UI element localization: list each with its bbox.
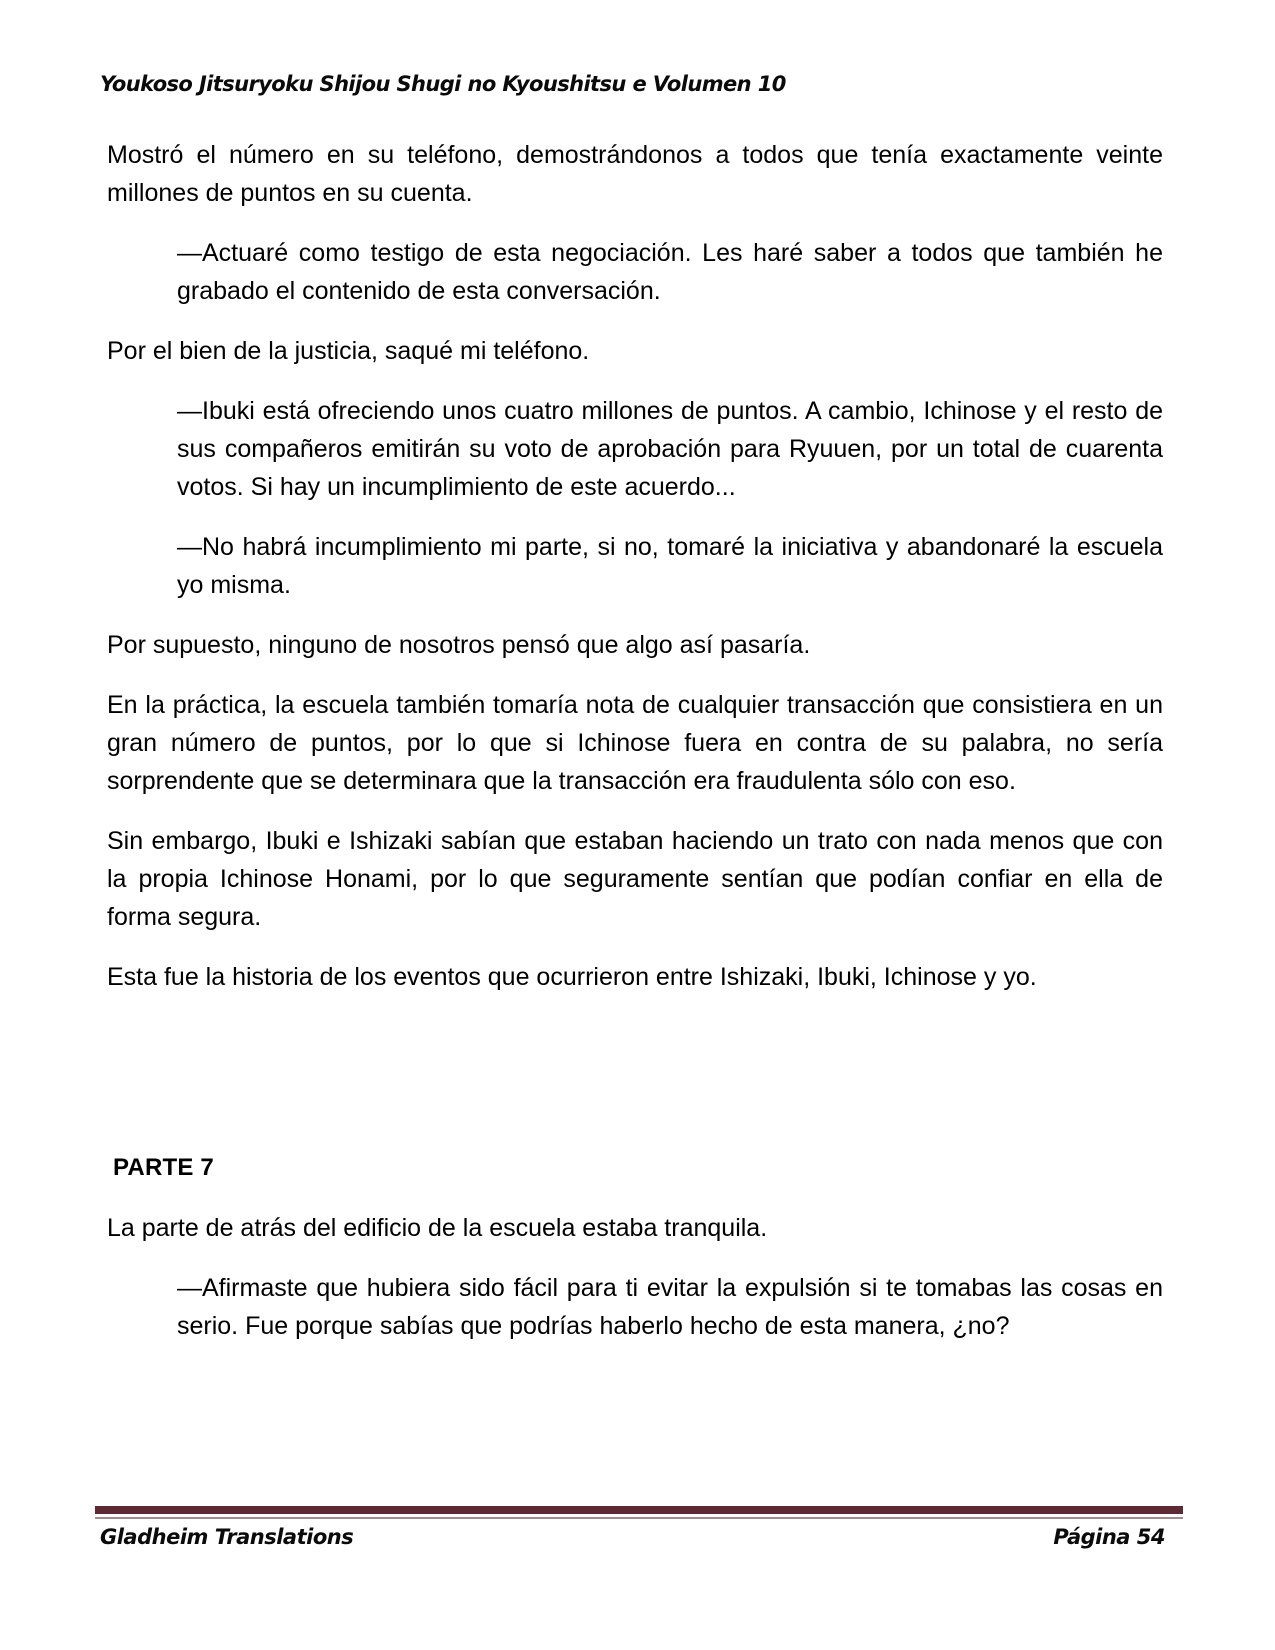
footer-translator: Gladheim Translations: [100, 1525, 354, 1549]
page-header: [100, 72, 1175, 96]
dialogue-paragraph: —Actuaré como testigo de esta negociación. Les haré saber a todos que también he grabado el contenido de esta conversación.: [177, 239, 1163, 305]
document-body: [107, 136, 1163, 1367]
body-paragraph: Sin embargo, Ibuki e Ishizaki sabían que estaban haciendo un trato con nada menos que con la propia Ichinose Honami, por lo que seguramente sentían que podían confiar en ella de forma segura.: [107, 827, 1163, 931]
footer-rule-thin-line: [95, 1517, 1183, 1519]
body-paragraph: Mostró el número en su teléfono, demostrándonos a todos que tenía exactamente veinte millones de puntos en su cuenta.: [107, 141, 1163, 207]
page-footer: [100, 1522, 1165, 1552]
body-paragraph: Esta fue la historia de los eventos que ocurrieron entre Ishizaki, Ibuki, Ichinose y yo.: [107, 963, 1037, 991]
body-paragraph: Por supuesto, ninguno de nosotros pensó que algo así pasaría.: [107, 631, 811, 659]
body-paragraph: En la práctica, la escuela también tomaría nota de cualquier transacción que consistiera en un gran número de puntos, por lo que si Ichinose fuera en contra de su palabra, no sería sorprendente que se determinara que la transacción era fraudulenta sólo con eso.: [107, 691, 1163, 795]
footer-rule-thick-line: [95, 1506, 1183, 1514]
dialogue-paragraph: —Ibuki está ofreciendo unos cuatro millones de puntos. A cambio, Ichinose y el resto de sus compañeros emitirán su voto de aprobación para Ryuuen, por un total de cuarenta votos. Si hay un incumplimiento de este acuerdo...: [177, 397, 1163, 501]
dialogue-paragraph: —Afirmaste que hubiera sido fácil para ti evitar la expulsión si te tomabas las cosas en serio. Fue porque sabías que podrías haberlo hecho de esta manera, ¿no?: [177, 1274, 1163, 1340]
section-heading: PARTE 7: [113, 1154, 214, 1181]
body-paragraph: Por el bien de la justicia, saqué mi teléfono.: [107, 337, 590, 365]
footer-page-number: Página 54: [1053, 1525, 1165, 1549]
header-title: Youkoso Jitsuryoku Shijou Shugi no Kyoushitsu e Volumen 10: [100, 72, 786, 96]
body-paragraph: La parte de atrás del edificio de la escuela estaba tranquila.: [107, 1214, 768, 1242]
footer-rule: [95, 1506, 1183, 1519]
dialogue-paragraph: —No habrá incumplimiento mi parte, si no, tomaré la iniciativa y abandonaré la escuela yo misma.: [177, 533, 1163, 599]
